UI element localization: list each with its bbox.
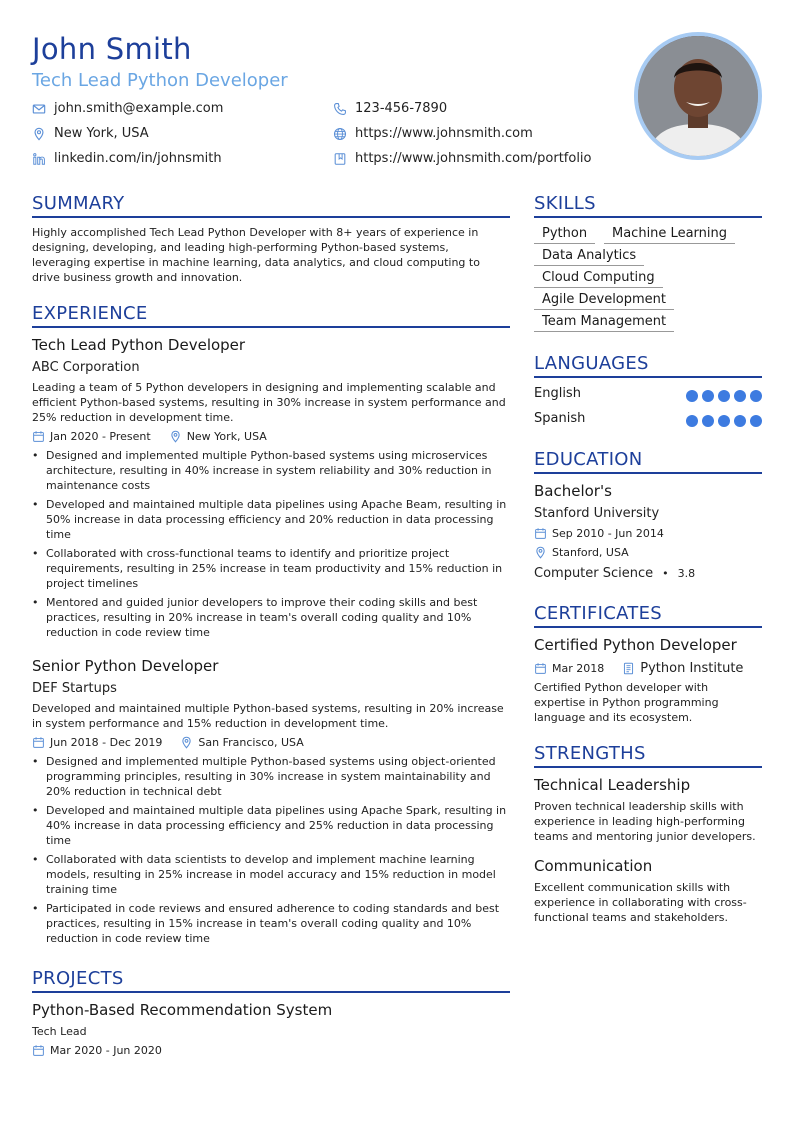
portfolio-text: https://www.johnsmith.com/portfolio (355, 151, 592, 166)
job-bullets (32, 754, 512, 950)
language-name: Spanish (534, 411, 586, 426)
location-text: New York, USA (54, 126, 149, 141)
certificate-icon (622, 662, 635, 675)
list-item: • Participated in code reviews and ensured adherence to coding standards and best practices, resulting in 15% increase in team's overall coding quality and 10% reduction in code review time (32, 901, 512, 946)
project-role: Tech Lead (32, 1025, 87, 1038)
candidate-name: John Smith (32, 32, 192, 66)
list-item: • Mentored and guided junior developers to improve their coding skills and best practices, resulting in 20% increase in team's overall coding quality and 10% reduction in code review time (32, 595, 512, 640)
job-location: San Francisco, USA (198, 736, 304, 749)
proficiency-dot (718, 390, 730, 402)
proficiency-dot (686, 390, 698, 402)
strength-description: Excellent communication skills with experience in collaborating with cross-functional teams and stakeholders. (534, 881, 747, 924)
proficiency-dot (702, 415, 714, 427)
location-pin-icon (534, 546, 547, 559)
proficiency-dot (734, 415, 746, 427)
skill-tag: Cloud Computing (534, 270, 663, 288)
education-school: Stanford University (534, 506, 660, 521)
phone-text: 123-456-7890 (355, 101, 448, 116)
phone-icon (333, 102, 347, 116)
skill-tag: Data Analytics (534, 248, 644, 266)
mail-icon (32, 102, 46, 116)
languages-heading: LANGUAGES (534, 353, 762, 378)
location-pin-icon (180, 736, 193, 749)
certificate-description: Certified Python developer with expertise in Python programming language and its ecosystem. (534, 681, 719, 724)
job-meta (32, 430, 267, 443)
skill-tag: Machine Learning (604, 226, 735, 244)
project-meta (32, 1044, 162, 1057)
education-dates: Sep 2010 - Jun 2014 (552, 527, 664, 540)
education-degree: Bachelor's (534, 482, 612, 500)
skills-heading: SKILLS (534, 193, 762, 218)
job-company: ABC Corporation (32, 360, 140, 375)
job-title: Tech Lead Python Developer (32, 336, 246, 354)
project-title: Python-Based Recommendation System (32, 1001, 333, 1019)
contact-linkedin[interactable] (32, 151, 222, 166)
language-name: English (534, 386, 581, 401)
proficiency-dot (734, 390, 746, 402)
proficiency-dot (750, 415, 762, 427)
job-company: DEF Startups (32, 681, 117, 696)
calendar-icon (32, 1044, 45, 1057)
job-description: Developed and maintained multiple Python-based systems, resulting in 20% increase in system performance and 15% reduction in development time. (32, 702, 504, 730)
certificates-heading: CERTIFICATES (534, 603, 762, 628)
list-item: • Designed and implemented multiple Python-based systems using microservices architecture, resulting in 40% increase in system reliability and 30% reduction in maintenance costs (32, 448, 512, 493)
education-heading: EDUCATION (534, 449, 762, 474)
list-item: • Collaborated with cross-functional teams to identify and prioritize project requirements, resulting in 25% increase in team productivity and 15% reduction in project timelines (32, 546, 512, 591)
proficiency-dot (750, 390, 762, 402)
summary-heading: SUMMARY (32, 193, 510, 218)
education-field: Computer Science (534, 566, 654, 581)
strength-name: Technical Leadership (534, 776, 691, 794)
job-title: Senior Python Developer (32, 657, 219, 675)
calendar-icon (534, 527, 547, 540)
linkedin-text: linkedin.com/in/johnsmith (54, 151, 222, 166)
proficiency-dot (686, 415, 698, 427)
education-dates-row (534, 527, 664, 540)
skill-tag: Team Management (534, 314, 674, 332)
job-dates: Jan 2020 - Present (50, 430, 151, 443)
list-item: • Collaborated with data scientists to develop and implement machine learning models, resulting in 25% increase in model accuracy and 15% reduction in model training time (32, 852, 512, 897)
experience-heading: EXPERIENCE (32, 303, 510, 328)
calendar-icon (32, 736, 45, 749)
language-level (682, 415, 762, 427)
project-dates: Mar 2020 - Jun 2020 (50, 1044, 162, 1057)
globe-icon (333, 127, 347, 141)
education-field-row (534, 566, 695, 581)
job-location: New York, USA (186, 430, 267, 443)
list-item: • Developed and maintained multiple data pipelines using Apache Beam, resulting in 50% increase in data processing efficiency and 20% reduction in data processing time (32, 497, 512, 542)
location-pin-icon (169, 430, 182, 443)
education-gpa: 3.8 (677, 567, 696, 580)
proficiency-dot (718, 415, 730, 427)
projects-heading: PROJECTS (32, 968, 510, 993)
job-meta (32, 736, 304, 749)
location-pin-icon (32, 127, 46, 141)
certificate-meta (534, 661, 743, 676)
strengths-heading: STRENGTHS (534, 743, 762, 768)
education-location: Stanford, USA (552, 546, 629, 559)
proficiency-dot (702, 390, 714, 402)
certificate-date: Mar 2018 (552, 662, 605, 675)
language-level (682, 390, 762, 402)
email-text: john.smith@example.com (54, 101, 224, 116)
contact-website[interactable] (333, 126, 533, 141)
profile-photo (634, 32, 762, 160)
candidate-role: Tech Lead Python Developer (32, 70, 288, 91)
job-bullets (32, 448, 512, 644)
list-item: • Designed and implemented multiple Python-based systems using object-oriented programming principles, resulting in 30% increase in system maintainability and 20% reduction in technical debt (32, 754, 512, 799)
certificate-issuer: Python Institute (640, 661, 744, 676)
website-text: https://www.johnsmith.com (355, 126, 533, 141)
contact-portfolio[interactable] (333, 151, 592, 166)
skill-tag: Python (534, 226, 595, 244)
certificate-name: Certified Python Developer (534, 636, 737, 654)
separator-dot: • (662, 567, 669, 580)
calendar-icon (32, 430, 45, 443)
education-location-row (534, 546, 629, 559)
calendar-icon (534, 662, 547, 675)
skill-tag: Agile Development (534, 292, 674, 310)
linkedin-icon (32, 152, 46, 166)
job-description: Leading a team of 5 Python developers in designing and implementing scalable and efficient Python-based systems, resulting in 30% increase in system performance and 25% reduction in development time. (32, 381, 506, 424)
job-dates: Jun 2018 - Dec 2019 (50, 736, 163, 749)
summary-text: Highly accomplished Tech Lead Python Developer with 8+ years of experience in designing, developing, and leading high-performing Python-based systems, leveraging expertise in machine learning, data analytics, and cloud computing to drive business growth and innovation. (32, 226, 480, 284)
strength-name: Communication (534, 857, 653, 875)
contact-location (32, 126, 149, 141)
bookmark-icon (333, 152, 347, 166)
list-item: • Developed and maintained multiple data pipelines using Apache Spark, resulting in 40% increase in data processing efficiency and 25% reduction in data processing time (32, 803, 512, 848)
contact-email[interactable] (32, 101, 223, 116)
strength-description: Proven technical leadership skills with experience in leading high-performing teams and mentoring junior developers. (534, 800, 756, 843)
contact-phone[interactable] (333, 101, 447, 116)
